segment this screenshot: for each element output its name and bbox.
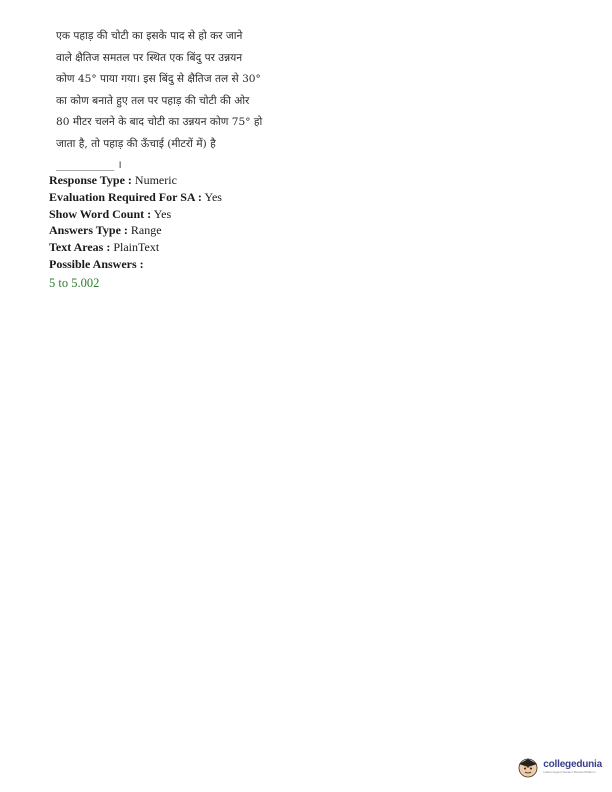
word-count-row bbox=[49, 206, 222, 223]
brand-text bbox=[543, 760, 602, 774]
word-count-label: Show Word Count : bbox=[49, 206, 152, 221]
possible-answers-row bbox=[49, 256, 222, 273]
possible-answers-label: Possible Answers : bbox=[49, 256, 144, 271]
response-type-row bbox=[49, 172, 222, 189]
question-line: एक पहाड़ की चोटी का इसके पाद से हो कर जाने bbox=[56, 30, 243, 42]
brand-logo bbox=[517, 756, 602, 778]
question-line: वाले क्षैतिज समतल पर स्थित एक बिंदु पर उन्नयन bbox=[56, 51, 243, 64]
answer-blank: ___________ । bbox=[56, 159, 122, 171]
question-metadata bbox=[49, 172, 222, 292]
evaluation-row bbox=[49, 189, 222, 206]
evaluation-value: Yes bbox=[204, 189, 222, 204]
possible-answers-value: 5 to 5.002 bbox=[49, 275, 100, 290]
brand-tagline: India's largest Student Review Platform bbox=[543, 770, 596, 774]
word-count-value: Yes bbox=[153, 206, 172, 221]
text-areas-value: PlainText bbox=[113, 240, 160, 255]
brand-name: collegedunia bbox=[543, 759, 602, 770]
answers-type-label: Answers Type : bbox=[49, 223, 128, 238]
text-areas-label: Text Areas : bbox=[49, 240, 111, 255]
question-line: 80 मीटर चलने के बाद चोटी का उन्नयन कोण 75° हो bbox=[56, 116, 263, 128]
question-line: का कोण बनाते हुए तल पर पहाड़ की चोटी की ओर bbox=[56, 94, 250, 107]
response-type-value: Numeric bbox=[134, 173, 177, 187]
student-mascot-icon bbox=[517, 756, 539, 778]
response-type-label: Response Type : bbox=[49, 173, 132, 187]
answers-type-value: Range bbox=[130, 223, 162, 238]
question-line: कोण 45° पाया गया। इस बिंदु से क्षैतिज तल से 30° bbox=[56, 73, 261, 85]
answers-type-row bbox=[49, 222, 222, 239]
evaluation-label: Evaluation Required For SA : bbox=[49, 189, 202, 204]
question-text bbox=[56, 26, 300, 177]
text-areas-row bbox=[49, 239, 222, 256]
question-line: जाता है, तो पहाड़ की ऊँचाई (मीटरों में) है bbox=[56, 137, 216, 150]
